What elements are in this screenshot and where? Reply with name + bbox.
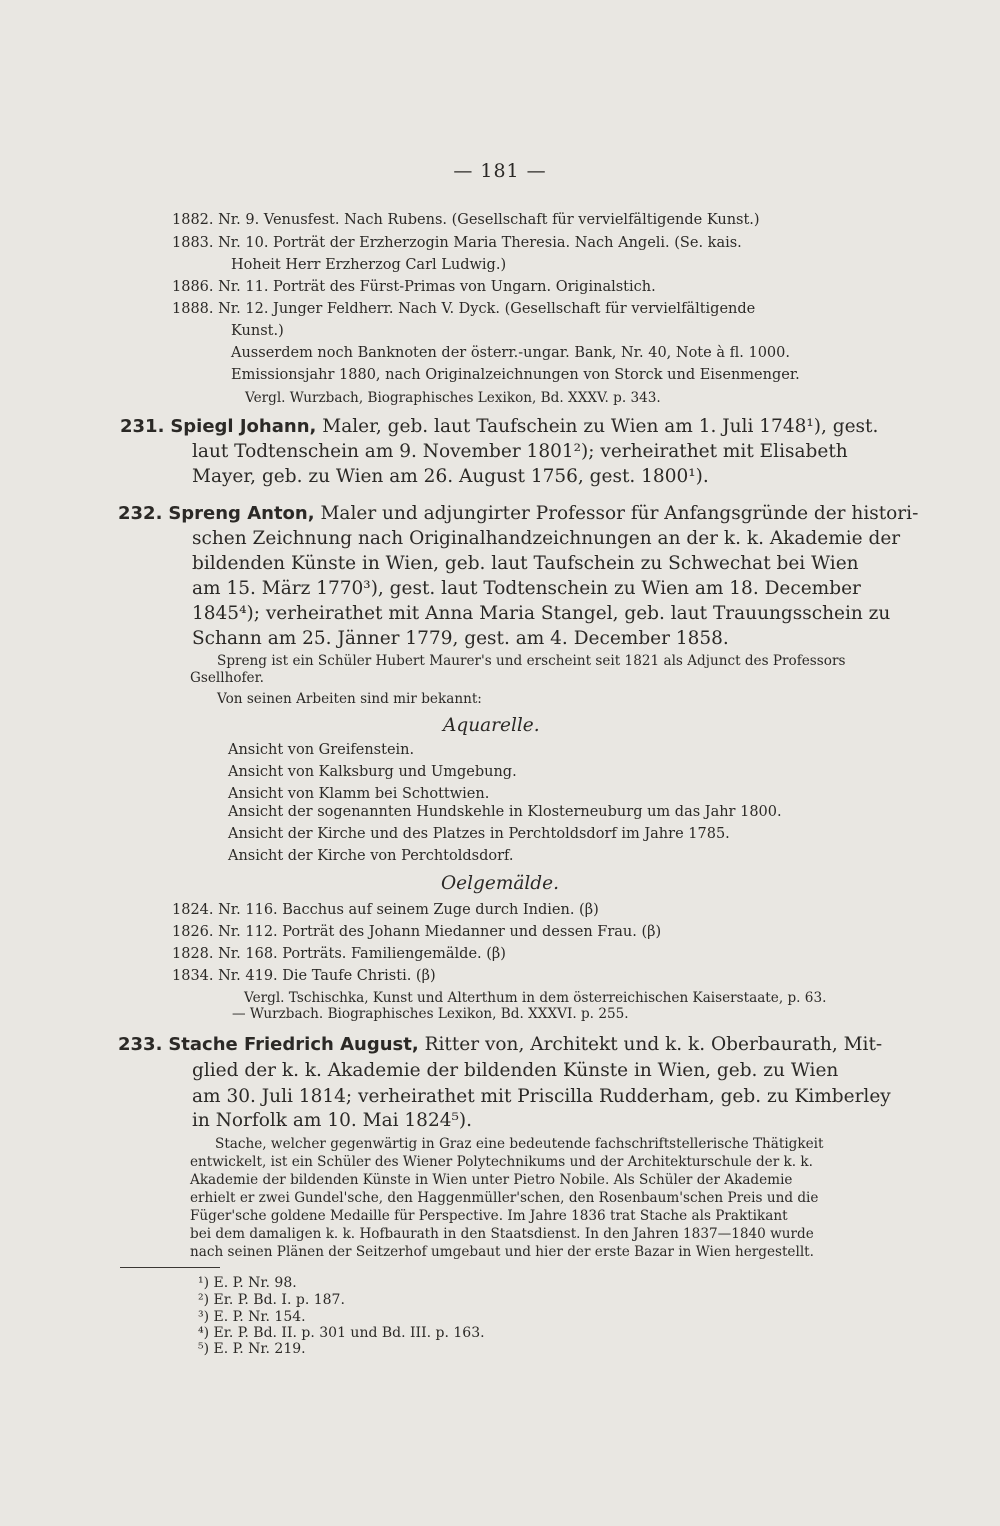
list-item: 1826. Nr. 112. Porträt des Johann Miedanner und dessen Frau. (β) <box>172 924 662 940</box>
reference-line: — Wurzbach. Biographisches Lexikon, Bd. XXXVI. p. 255. <box>232 1006 629 1022</box>
footnote: ⁵) E. P. Nr. 219. <box>198 1341 306 1357</box>
entry-note: Füger'sche goldene Medaille für Perspective. Im Jahre 1836 trat Stache als Praktikant <box>190 1208 788 1224</box>
reference-line: Vergl. Wurzbach, Biographisches Lexikon, Bd. XXXV. p. 343. <box>245 390 661 406</box>
entry-name: Stache Friedrich August, <box>168 1034 419 1055</box>
entry-text: laut Todtenschein am 9. November 1801²); verheirathet mit Elisabeth <box>192 441 848 462</box>
footnote: ²) Er. P. Bd. I. p. 187. <box>198 1292 345 1308</box>
entry-note: Von seinen Arbeiten sind mir bekannt: <box>217 691 482 707</box>
footnote-divider <box>120 1267 220 1268</box>
entry-text: Mayer, geb. zu Wien am 26. August 1756, gest. 1800¹). <box>192 466 709 487</box>
list-item: Ansicht der Kirche und des Platzes in Perchtoldsdorf im Jahre 1785. <box>228 826 730 842</box>
list-item: 1882. Nr. 9. Venusfest. Nach Rubens. (Gesellschaft für vervielfältigende Kunst.) <box>172 212 760 228</box>
entry-text: glied der k. k. Akademie der bildenden Künste in Wien, geb. zu Wien <box>192 1060 839 1081</box>
entry-note: Stache, welcher gegenwärtig in Graz eine bedeutende fachschriftstellerische Thätigkeit <box>215 1136 824 1152</box>
entry-text: am 30. Juli 1814; verheirathet mit Priscilla Rudderham, geb. zu Kimberley <box>192 1086 891 1107</box>
entry-text: 1845⁴); verheirathet mit Anna Maria Stangel, geb. laut Trauungsschein zu <box>192 603 891 624</box>
list-item: 1883. Nr. 10. Porträt der Erzherzogin Maria Theresia. Nach Angeli. (Se. kais. <box>172 235 742 251</box>
entry-text: bildenden Künste in Wien, geb. laut Taufschein zu Schwechat bei Wien <box>192 553 859 574</box>
entry-number: 233. <box>118 1034 163 1055</box>
entry-text: Schann am 25. Jänner 1779, gest. am 4. December 1858. <box>192 628 729 649</box>
list-item: 1828. Nr. 168. Porträts. Familiengemälde. (β) <box>172 946 506 962</box>
list-item: Ansicht von Kalksburg und Umgebung. <box>228 764 517 780</box>
entry-note: entwickelt, ist ein Schüler des Wiener Polytechnikums und der Architekturschule der k. k. <box>190 1154 813 1170</box>
entry-note: Spreng ist ein Schüler Hubert Maurer's und erscheint seit 1821 als Adjunct des Professors <box>217 653 846 669</box>
entry-note: erhielt er zwei Gundel'sche, den Haggenmüller'schen, den Rosenbaum'schen Preis und die <box>190 1190 819 1206</box>
reference-line: Vergl. Tschischka, Kunst und Alterthum in dem österreichischen Kaiserstaate, p. 63. <box>244 990 827 1006</box>
entry-number: 232. <box>118 503 163 524</box>
footnote: ³) E. P. Nr. 154. <box>198 1309 306 1325</box>
list-item: 1888. Nr. 12. Junger Feldherr. Nach V. Dyck. (Gesellschaft für vervielfältigende <box>172 301 756 317</box>
entry-text: Maler, geb. laut Taufschein zu Wien am 1. Juli 1748¹), gest. <box>322 416 879 437</box>
entry-note: Gsellhofer. <box>190 670 264 686</box>
entry-note: Akademie der bildenden Künste in Wien unter Pietro Nobile. Als Schüler der Akademie <box>190 1172 793 1188</box>
footnote: ¹) E. P. Nr. 98. <box>198 1275 297 1291</box>
list-item: Ansicht der sogenannten Hundskehle in Klosterneuburg um das Jahr 1800. <box>228 804 782 820</box>
footnote: ⁴) Er. P. Bd. II. p. 301 und Bd. III. p. 163. <box>198 1325 485 1341</box>
list-item: Ansicht von Greifenstein. <box>228 742 415 758</box>
list-item: Ausserdem noch Banknoten der österr.-ungar. Bank, Nr. 40, Note à fl. 1000. <box>231 345 790 361</box>
entry-233-first-line <box>118 1034 882 1055</box>
list-item: 1834. Nr. 419. Die Taufe Christi. (β) <box>172 968 436 984</box>
entry-note: nach seinen Plänen der Seitzerhof umgebaut und hier der erste Bazar in Wien hergestellt. <box>190 1244 814 1260</box>
entry-text: Ritter von, Architekt und k. k. Oberbaurath, Mit- <box>424 1034 883 1055</box>
list-item: Ansicht der Kirche von Perchtoldsdorf. <box>228 848 514 864</box>
entry-number: 231. <box>120 416 165 437</box>
page-number: — 181 — <box>453 160 547 182</box>
section-heading-aquarelle: Aquarelle. <box>443 715 540 736</box>
section-heading-oelgemaelde: Oelgemälde. <box>441 873 559 894</box>
list-item: Emissionsjahr 1880, nach Originalzeichnungen von Storck und Eisenmenger. <box>231 367 800 383</box>
entry-note: bei dem damaligen k. k. Hofbaurath in den Staatsdienst. In den Jahren 1837—1840 wurde <box>190 1226 814 1242</box>
entry-name: Spreng Anton, <box>168 503 315 524</box>
list-item: Hoheit Herr Erzherzog Carl Ludwig.) <box>231 257 507 273</box>
entry-text: Maler und adjungirter Professor für Anfangsgründe der histori- <box>320 503 919 524</box>
entry-name: Spiegl Johann, <box>170 416 317 437</box>
entry-231-first-line <box>120 416 878 437</box>
list-item: Ansicht von Klamm bei Schottwien. <box>228 786 490 802</box>
entry-text: am 15. März 1770³), gest. laut Todtenschein zu Wien am 18. December <box>192 578 861 599</box>
entry-text: schen Zeichnung nach Originalhandzeichnungen an der k. k. Akademie der <box>192 528 901 549</box>
entry-text: in Norfolk am 10. Mai 1824⁵). <box>192 1110 472 1131</box>
list-item: 1824. Nr. 116. Bacchus auf seinem Zuge durch Indien. (β) <box>172 902 599 918</box>
entry-232-first-line <box>118 503 918 524</box>
list-item: Kunst.) <box>231 323 284 339</box>
list-item: 1886. Nr. 11. Porträt des Fürst-Primas von Ungarn. Originalstich. <box>172 279 656 295</box>
